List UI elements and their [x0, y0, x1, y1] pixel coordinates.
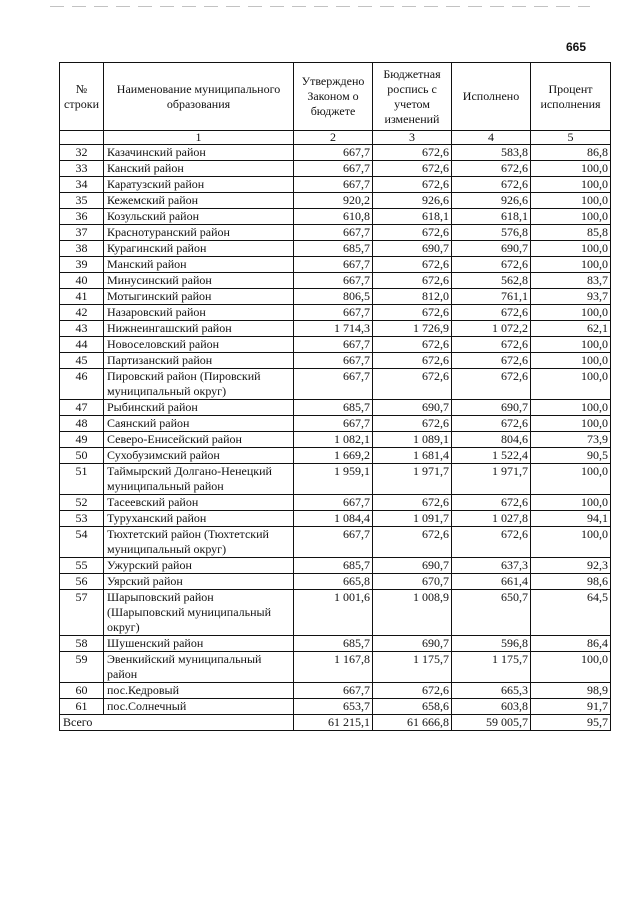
municipality-name: Тасеевский район — [104, 495, 294, 511]
planned-value: 672,6 — [373, 353, 452, 369]
executed-value: 1 971,7 — [452, 464, 531, 495]
percent-value: 98,9 — [531, 683, 611, 699]
table-row — [60, 145, 611, 161]
executed-value: 672,6 — [452, 337, 531, 353]
approved-value: 1 167,8 — [294, 652, 373, 683]
municipality-name: Краснотуранский район — [104, 225, 294, 241]
percent-value: 100,0 — [531, 495, 611, 511]
percent-value: 100,0 — [531, 305, 611, 321]
header-approved: Утверждено Законом о бюджете — [294, 63, 373, 131]
total-executed: 59 005,7 — [452, 715, 531, 731]
executed-value: 1 072,2 — [452, 321, 531, 337]
municipality-name: Манский район — [104, 257, 294, 273]
percent-value: 73,9 — [531, 432, 611, 448]
executed-value: 1 027,8 — [452, 511, 531, 527]
executed-value: 672,6 — [452, 177, 531, 193]
approved-value: 1 001,6 — [294, 590, 373, 636]
municipality-name: Уярский район — [104, 574, 294, 590]
planned-value: 1 175,7 — [373, 652, 452, 683]
percent-value: 98,6 — [531, 574, 611, 590]
table-row — [60, 511, 611, 527]
row-number: 56 — [60, 574, 104, 590]
municipality-name: Казачинский район — [104, 145, 294, 161]
percent-value: 94,1 — [531, 511, 611, 527]
header-row-number: № строки — [60, 63, 104, 131]
row-number: 41 — [60, 289, 104, 305]
municipality-name: Новоселовский район — [104, 337, 294, 353]
approved-value: 667,7 — [294, 145, 373, 161]
percent-value: 91,7 — [531, 699, 611, 715]
row-number: 44 — [60, 337, 104, 353]
table-row — [60, 527, 611, 558]
executed-value: 618,1 — [452, 209, 531, 225]
table-row — [60, 209, 611, 225]
approved-value: 806,5 — [294, 289, 373, 305]
column-index: 5 — [531, 131, 611, 145]
executed-value: 672,6 — [452, 416, 531, 432]
executed-value: 1 175,7 — [452, 652, 531, 683]
table-row — [60, 495, 611, 511]
table-row — [60, 432, 611, 448]
percent-value: 64,5 — [531, 590, 611, 636]
executed-value: 603,8 — [452, 699, 531, 715]
total-percent: 95,7 — [531, 715, 611, 731]
approved-value: 667,7 — [294, 177, 373, 193]
table-row — [60, 558, 611, 574]
table-row — [60, 289, 611, 305]
percent-value: 100,0 — [531, 193, 611, 209]
total-approved: 61 215,1 — [294, 715, 373, 731]
municipality-name: Шушенский район — [104, 636, 294, 652]
total-row — [60, 715, 611, 731]
percent-value: 100,0 — [531, 337, 611, 353]
scan-artifact-line — [50, 6, 590, 7]
row-number: 36 — [60, 209, 104, 225]
planned-value: 672,6 — [373, 177, 452, 193]
column-index: 1 — [104, 131, 294, 145]
municipality-name: Северо-Енисейский район — [104, 432, 294, 448]
row-number: 33 — [60, 161, 104, 177]
approved-value: 667,7 — [294, 683, 373, 699]
total-label: Всего — [60, 715, 294, 731]
header-executed: Исполнено — [452, 63, 531, 131]
approved-value: 667,7 — [294, 495, 373, 511]
executed-value: 562,8 — [452, 273, 531, 289]
municipality-name: пос.Солнечный — [104, 699, 294, 715]
approved-value: 920,2 — [294, 193, 373, 209]
planned-value: 672,6 — [373, 257, 452, 273]
executed-value: 665,3 — [452, 683, 531, 699]
executed-value: 672,6 — [452, 257, 531, 273]
planned-value: 672,6 — [373, 145, 452, 161]
planned-value: 690,7 — [373, 558, 452, 574]
percent-value: 100,0 — [531, 209, 611, 225]
row-number: 60 — [60, 683, 104, 699]
planned-value: 690,7 — [373, 241, 452, 257]
approved-value: 667,7 — [294, 527, 373, 558]
municipality-name: Ужурский район — [104, 558, 294, 574]
executed-value: 690,7 — [452, 241, 531, 257]
table-row — [60, 161, 611, 177]
approved-value: 653,7 — [294, 699, 373, 715]
executed-value: 926,6 — [452, 193, 531, 209]
table-row — [60, 699, 611, 715]
table-row — [60, 683, 611, 699]
row-number: 32 — [60, 145, 104, 161]
table-row — [60, 305, 611, 321]
municipality-name: Каратузский район — [104, 177, 294, 193]
planned-value: 1 008,9 — [373, 590, 452, 636]
municipality-name: Козульский район — [104, 209, 294, 225]
approved-value: 667,7 — [294, 273, 373, 289]
approved-value: 685,7 — [294, 400, 373, 416]
approved-value: 667,7 — [294, 161, 373, 177]
percent-value: 100,0 — [531, 353, 611, 369]
approved-value: 685,7 — [294, 241, 373, 257]
approved-value: 685,7 — [294, 558, 373, 574]
percent-value: 83,7 — [531, 273, 611, 289]
executed-value: 672,6 — [452, 161, 531, 177]
table-row — [60, 448, 611, 464]
table-row — [60, 400, 611, 416]
planned-value: 672,6 — [373, 369, 452, 400]
column-index-row — [60, 131, 611, 145]
table-row — [60, 337, 611, 353]
header-row — [60, 63, 611, 131]
municipality-name: Сухобузимский район — [104, 448, 294, 464]
percent-value: 100,0 — [531, 400, 611, 416]
municipality-name: Курагинский район — [104, 241, 294, 257]
column-index — [60, 131, 104, 145]
row-number: 54 — [60, 527, 104, 558]
table-row — [60, 353, 611, 369]
percent-value: 86,8 — [531, 145, 611, 161]
row-number: 40 — [60, 273, 104, 289]
approved-value: 667,7 — [294, 416, 373, 432]
percent-value: 100,0 — [531, 257, 611, 273]
row-number: 37 — [60, 225, 104, 241]
executed-value: 804,6 — [452, 432, 531, 448]
planned-value: 1 971,7 — [373, 464, 452, 495]
table-row — [60, 241, 611, 257]
row-number: 50 — [60, 448, 104, 464]
planned-value: 672,6 — [373, 273, 452, 289]
executed-value: 672,6 — [452, 495, 531, 511]
executed-value: 650,7 — [452, 590, 531, 636]
executed-value: 761,1 — [452, 289, 531, 305]
percent-value: 100,0 — [531, 527, 611, 558]
municipality-name: Шарыповский район (Шарыповский муниципальный округ) — [104, 590, 294, 636]
row-number: 53 — [60, 511, 104, 527]
planned-value: 1 089,1 — [373, 432, 452, 448]
column-index: 3 — [373, 131, 452, 145]
municipality-name: Партизанский район — [104, 353, 294, 369]
executed-value: 637,3 — [452, 558, 531, 574]
executed-value: 1 522,4 — [452, 448, 531, 464]
planned-value: 672,6 — [373, 225, 452, 241]
percent-value: 85,8 — [531, 225, 611, 241]
table-row — [60, 652, 611, 683]
municipality-name: Канский район — [104, 161, 294, 177]
table-row — [60, 273, 611, 289]
row-number: 55 — [60, 558, 104, 574]
executed-value: 596,8 — [452, 636, 531, 652]
column-index: 2 — [294, 131, 373, 145]
percent-value: 100,0 — [531, 369, 611, 400]
row-number: 38 — [60, 241, 104, 257]
approved-value: 1 082,1 — [294, 432, 373, 448]
table-row — [60, 321, 611, 337]
percent-value: 100,0 — [531, 161, 611, 177]
approved-value: 1 669,2 — [294, 448, 373, 464]
approved-value: 1 084,4 — [294, 511, 373, 527]
row-number: 48 — [60, 416, 104, 432]
executed-value: 672,6 — [452, 369, 531, 400]
municipality-name: Кежемский район — [104, 193, 294, 209]
percent-value: 90,5 — [531, 448, 611, 464]
percent-value: 86,4 — [531, 636, 611, 652]
approved-value: 667,7 — [294, 369, 373, 400]
total-planned: 61 666,8 — [373, 715, 452, 731]
header-planned: Бюджетная роспись с учетом изменений — [373, 63, 452, 131]
row-number: 42 — [60, 305, 104, 321]
planned-value: 672,6 — [373, 527, 452, 558]
executed-value: 672,6 — [452, 305, 531, 321]
row-number: 52 — [60, 495, 104, 511]
municipality-name: Эвенкийский муниципальный район — [104, 652, 294, 683]
planned-value: 926,6 — [373, 193, 452, 209]
planned-value: 672,6 — [373, 416, 452, 432]
approved-value: 685,7 — [294, 636, 373, 652]
table-row — [60, 464, 611, 495]
approved-value: 1 959,1 — [294, 464, 373, 495]
planned-value: 690,7 — [373, 400, 452, 416]
percent-value: 100,0 — [531, 241, 611, 257]
municipality-name: Назаровский район — [104, 305, 294, 321]
header-percent: Процент исполнения — [531, 63, 611, 131]
percent-value: 100,0 — [531, 464, 611, 495]
approved-value: 667,7 — [294, 305, 373, 321]
executed-value: 576,8 — [452, 225, 531, 241]
table-row — [60, 193, 611, 209]
municipality-name: Рыбинский район — [104, 400, 294, 416]
approved-value: 667,7 — [294, 257, 373, 273]
planned-value: 670,7 — [373, 574, 452, 590]
row-number: 47 — [60, 400, 104, 416]
planned-value: 672,6 — [373, 495, 452, 511]
approved-value: 610,8 — [294, 209, 373, 225]
approved-value: 667,7 — [294, 225, 373, 241]
percent-value: 100,0 — [531, 177, 611, 193]
approved-value: 667,7 — [294, 353, 373, 369]
table-row — [60, 636, 611, 652]
table-body — [60, 145, 611, 715]
executed-value: 672,6 — [452, 527, 531, 558]
row-number: 61 — [60, 699, 104, 715]
executed-value: 672,6 — [452, 353, 531, 369]
column-index: 4 — [452, 131, 531, 145]
percent-value: 100,0 — [531, 652, 611, 683]
planned-value: 672,6 — [373, 337, 452, 353]
row-number: 34 — [60, 177, 104, 193]
executed-value: 583,8 — [452, 145, 531, 161]
row-number: 58 — [60, 636, 104, 652]
percent-value: 92,3 — [531, 558, 611, 574]
header-municipality: Наименование муниципального образования — [104, 63, 294, 131]
municipality-name: Саянский район — [104, 416, 294, 432]
table-row — [60, 574, 611, 590]
page-number: 665 — [565, 40, 586, 54]
municipality-name: Таймырский Долгано-Ненецкий муниципальный район — [104, 464, 294, 495]
planned-value: 672,6 — [373, 683, 452, 699]
municipality-name: пос.Кедровый — [104, 683, 294, 699]
municipality-name: Минусинский район — [104, 273, 294, 289]
planned-value: 658,6 — [373, 699, 452, 715]
planned-value: 690,7 — [373, 636, 452, 652]
percent-value: 93,7 — [531, 289, 611, 305]
budget-execution-table — [59, 62, 611, 731]
executed-value: 661,4 — [452, 574, 531, 590]
approved-value: 667,7 — [294, 337, 373, 353]
executed-value: 690,7 — [452, 400, 531, 416]
row-number: 49 — [60, 432, 104, 448]
municipality-name: Тюхтетский район (Тюхтетский муниципальный округ) — [104, 527, 294, 558]
row-number: 51 — [60, 464, 104, 495]
row-number: 59 — [60, 652, 104, 683]
percent-value: 62,1 — [531, 321, 611, 337]
row-number: 57 — [60, 590, 104, 636]
percent-value: 100,0 — [531, 416, 611, 432]
row-number: 35 — [60, 193, 104, 209]
approved-value: 1 714,3 — [294, 321, 373, 337]
planned-value: 1 091,7 — [373, 511, 452, 527]
approved-value: 665,8 — [294, 574, 373, 590]
planned-value: 672,6 — [373, 305, 452, 321]
planned-value: 618,1 — [373, 209, 452, 225]
table-row — [60, 590, 611, 636]
table-row — [60, 225, 611, 241]
planned-value: 1 681,4 — [373, 448, 452, 464]
row-number: 46 — [60, 369, 104, 400]
planned-value: 672,6 — [373, 161, 452, 177]
row-number: 45 — [60, 353, 104, 369]
row-number: 43 — [60, 321, 104, 337]
planned-value: 1 726,9 — [373, 321, 452, 337]
municipality-name: Мотыгинский район — [104, 289, 294, 305]
municipality-name: Пировский район (Пировский муниципальный округ) — [104, 369, 294, 400]
table-row — [60, 416, 611, 432]
planned-value: 812,0 — [373, 289, 452, 305]
table-row — [60, 177, 611, 193]
municipality-name: Туруханский район — [104, 511, 294, 527]
table-row — [60, 257, 611, 273]
municipality-name: Нижнеингашский район — [104, 321, 294, 337]
row-number: 39 — [60, 257, 104, 273]
table-row — [60, 369, 611, 400]
